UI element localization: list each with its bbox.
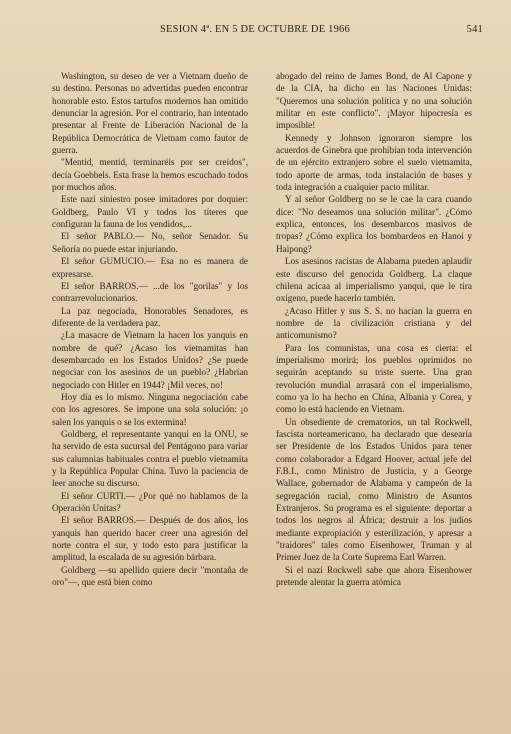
left-column [52,70,248,588]
session-title: SESION 4ª. EN 5 DE OCTUBRE DE 1966 [160,24,350,35]
paragraph: Los asesinos racistas de Alabama pueden aplaudir este discurso del genocida Goldberg. La claque chilena acicaa al imperialismo yanqui, que le tira oxígeno, puede hacerlo también. [276,256,472,304]
paragraph: "Mentid, mentid, terminaréis por ser creídos", decía Goebbels. Esta frase la hemos escuchado todos por muchos años. [52,157,248,193]
paragraph: ¿La masacre de Vietnam la hacen los yanquis en nombre de qué? ¿Acaso los vietnamitas han desembarcado en los Estados Unidos? ¿Se puede negociar con los asesinos de un pueblo? ¿Habrían negociado con Hitler en 1944? ¡Mil veces, no! [52,330,248,390]
paragraph: ¿Acaso Hitler y sus S. S. no hacían la guerra en nombre de la civilización cristiana y del anticomunismo? [276,305,472,341]
paragraph: La paz negociada, Honorables Senadores, es diferente de la verdadera paz. [52,305,248,328]
paragraph: Goldberg —su apellido quiere decir "montaña de oro"—, que está bien como [52,564,248,588]
paragraph: Kennedy y Johnson ignoraron siempre los acuerdos de Ginebra que prohibían toda intervención de un ejército extranjero sobre el suelo vietnamita, todo aporte de armas, toda instalación de bases y toda integración a cualquier pacto militar. [276,132,472,193]
paragraph: Washington, su deseo de ver a Vietnam dueño de su destino. Personas no advertidas pueden encontrar honorable esto. Estos tartufos modernos han omitido denunciar la agresión. Por el contrario, han intentado presentar al Frente de Liberación Nacional de la República Democrática de Vietnam como fautor de guerra. [52,71,248,156]
page-number: 541 [466,24,483,35]
paragraph: El señor BARROS.— Después de dos años, los yanquis han querido hacer creer una agresión del norte contra el sur, y todo esto para justificar la amplitud, la escalada de su agresión bárbara. [52,515,248,563]
paragraph: Y al señor Goldberg no se le cae la cara cuando dice: "No deseamos una solución militar". ¿Cómo explica, entonces, los desembarcos masivos de tropas? ¿Cómo explica los bombardeos en Hanoi y Haipong? [276,194,472,254]
paragraph: Este nazi siniestro posee imitadores por doquier: Goldberg, Paulo VI y todos los títeres que configuran la fauna de los vendidos,... [52,194,248,230]
paragraph: El señor PABLO.— No, señor Senador. Su Señoría no puede estar injuriando. [52,231,248,254]
paragraph: Si el nazi Rockwell sabe que ahora Eisenhower pretende alentar la guerra atómica [276,564,472,588]
paragraph: El señor BARROS.— ...de los "gorilas" y los contrarrevolucionarios. [52,280,248,304]
paragraph: Goldberg, el representante yanqui en la ONU, se ha servido de esta sucursal del Pentágono para variar sus calumnias habituales contra el pueblo vietnamita y la República Popular China. Tuvo la paciencia de leer anoche su discurso. [52,428,248,489]
paragraph: El señor GUMUCIO.— Esa no es manera de expresarse. [52,256,248,279]
paragraph: El señor CURTI.— ¿Por qué no hablamos de la Operación Unitas? [52,490,248,514]
paragraph: Para los comunistas, una cosa es cierta: el imperialismo morirá; los pueblos oprimidos no seguirán aceptando su triste suerte. Una gran revolución mundial arrasará con el imperialismo, como ya lo ha hecho en China, Albania y Corea, y como lo está haciendo en Vietnam. [276,342,472,415]
right-column [276,70,472,588]
paragraph: Hoy día es lo mismo. Ninguna negociación cabe con los agresores. Se impone una sola solución: ¡o salen los yanquis o se los extermina! [52,391,248,427]
page-header [52,20,489,42]
paragraph: Un obsediente de crematorios, un tal Rockwell, fascista norteamericano, ha declarado que desearía ser Presidente de los Estados Unidos para tener como colaborador a Edgard Hoover, actual jefe del F.B.I., como Ministro de Justicia, y a George Wallace, gobernador de Alabama y campeón de la segregación racial, como Ministro de Asuntos Extranjeros. Su programa es el siguiente: deportar a todos los negros al África; destruir a los judíos mediante expropiación y esterilización, y apresar a "traidores" tales como Eisenhower, Truman y al Primer Juez de la Corte Suprema Earl Warren. [276,416,472,563]
paragraph: abogado del reino de James Bond, de Al Capone y de la CIA, ha dicho en las Naciones Unidas: "Queremos una solución política y no una solución militar en este conflicto". ¡Mayor hipocresía es imposible! [276,71,472,131]
